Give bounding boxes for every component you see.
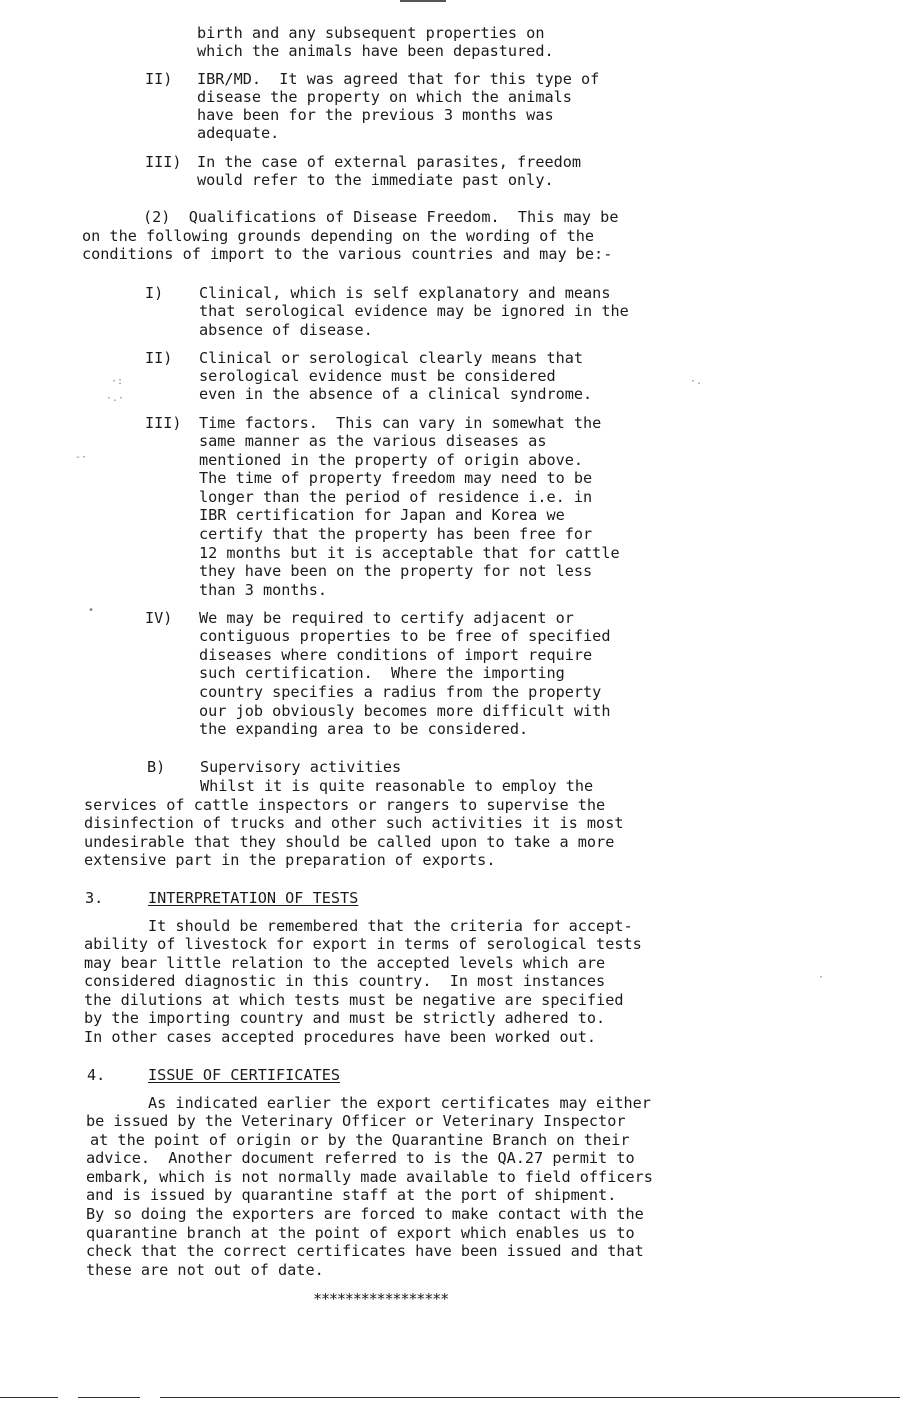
list-item-line: Clinical, which is self explanatory and means [199, 284, 611, 302]
paragraph-line: It should be remembered that the criteria for accept- [148, 917, 633, 935]
section-marker: B) [147, 758, 166, 776]
list-item-line: IBR/MD. It was agreed that for this type of [197, 70, 600, 88]
list-item-line: same manner as the various diseases as [199, 432, 547, 450]
end-marker: ***************** [313, 1290, 449, 1308]
list-marker: IV) [145, 609, 173, 627]
paragraph-line: As indicated earlier the export certificates may either [148, 1094, 651, 1112]
scan-speck: -· [75, 452, 88, 463]
paragraph-line: the dilutions at which tests must be negative are specified [84, 991, 624, 1009]
list-marker: III) [145, 153, 182, 171]
list-item-line: longer than the period of residence i.e. in [199, 488, 593, 506]
paragraph-line: ability of livestock for export in terms of serological tests [84, 935, 642, 953]
list-item-line: diseases where conditions of import require [199, 646, 593, 664]
section-heading: INTERPRETATION OF TESTS [148, 889, 359, 907]
section-heading: Supervisory activities [200, 758, 402, 776]
intro-line: birth and any subsequent properties on [197, 24, 545, 42]
paragraph-line: and is issued by quarantine staff at the port of shipment. [86, 1186, 617, 1204]
list-item-line: Clinical or serological clearly means that [199, 349, 584, 367]
paragraph-line: may bear little relation to the accepted levels which are [84, 954, 606, 972]
list-item-line: We may be required to certify adjacent or [199, 609, 574, 627]
paragraph-line: conditions of import to the various countries and may be:- [82, 245, 613, 263]
bottom-rule [160, 1397, 900, 1398]
list-item-line: even in the absence of a clinical syndrome. [199, 385, 593, 403]
paragraph-line: extensive part in the preparation of exports. [84, 851, 496, 869]
paragraph-line: Whilst it is quite reasonable to employ the [200, 777, 594, 795]
list-item-line: they have been on the property for not less [199, 562, 593, 580]
paragraph-line: disinfection of trucks and other such activities it is most [84, 814, 624, 832]
paragraph-line: quarantine branch at the point of export which enables us to [86, 1224, 635, 1242]
paragraph-line: at the point of origin or by the Quarantine Branch on their [90, 1131, 630, 1149]
scan-speck: • [88, 605, 95, 616]
list-item-line: country specifies a radius from the property [199, 683, 602, 701]
section-number: 3. [85, 889, 104, 907]
paragraph-line: on the following grounds depending on the wording of the [82, 227, 595, 245]
list-item-line: The time of property freedom may need to be [199, 469, 593, 487]
list-item-line: adequate. [197, 124, 280, 142]
list-item-line: have been for the previous 3 months was [197, 106, 554, 124]
paragraph-line: considered diagnostic in this country. In most instances [84, 972, 606, 990]
intro-line: which the animals have been depastured. [197, 42, 554, 60]
paragraph-line: (2) Qualifications of Disease Freedom. This may be [143, 208, 619, 226]
paragraph-line: services of cattle inspectors or rangers to supervise the [84, 796, 606, 814]
list-item-line: disease the property on which the animals [197, 88, 572, 106]
page-number-mark [400, 0, 446, 6]
list-item-line: certify that the property has been free for [199, 525, 593, 543]
list-marker: III) [145, 414, 182, 432]
paragraph-line: By so doing the exporters are forced to make contact with the [86, 1205, 644, 1223]
paragraph-line: these are not out of date. [86, 1261, 324, 1279]
bottom-rule [0, 1397, 58, 1398]
list-item-line: IBR certification for Japan and Korea we [199, 506, 565, 524]
bottom-rule [78, 1397, 140, 1398]
paragraph-line: undesirable that they should be called upon to take a more [84, 833, 615, 851]
section-number: 4. [87, 1066, 106, 1084]
list-item-line: the expanding area to be considered. [199, 720, 529, 738]
list-item-line: mentioned in the property of origin above. [199, 451, 584, 469]
list-marker: I) [145, 284, 164, 302]
paragraph-line: be issued by the Veterinary Officer or Veterinary Inspector [86, 1112, 626, 1130]
scan-speck: ·.· [106, 393, 125, 404]
list-item-line: absence of disease. [199, 321, 373, 339]
scan-speck: ·: [111, 376, 124, 387]
list-item-line: than 3 months. [199, 581, 328, 599]
paragraph-line: by the importing country and must be strictly adhered to. [84, 1009, 606, 1027]
scan-speck: · [818, 972, 825, 983]
paragraph-line: advice. Another document referred to is the QA.27 permit to [86, 1149, 635, 1167]
paragraph-line: embark, which is not normally made available to field officers [86, 1168, 653, 1186]
list-marker: II) [145, 70, 173, 88]
list-item-line: In the case of external parasites, freedom [197, 153, 582, 171]
list-marker: II) [145, 349, 173, 367]
paragraph-line: check that the correct certificates have been issued and that [86, 1242, 644, 1260]
list-item-line: serological evidence must be considered [199, 367, 556, 385]
paragraph-line: In other cases accepted procedures have been worked out. [84, 1028, 597, 1046]
list-item-line: such certification. Where the importing [199, 664, 565, 682]
section-heading: ISSUE OF CERTIFICATES [148, 1066, 341, 1084]
list-item-line: 12 months but it is acceptable that for cattle [199, 544, 620, 562]
list-item-line: Time factors. This can vary in somewhat the [199, 414, 602, 432]
list-item-line: that serological evidence may be ignored in the [199, 302, 629, 320]
list-item-line: contiguous properties to be free of specified [199, 627, 611, 645]
list-item-line: would refer to the immediate past only. [197, 171, 554, 189]
scan-speck: ·. [690, 376, 703, 387]
list-item-line: our job obviously becomes more difficult with [199, 702, 611, 720]
